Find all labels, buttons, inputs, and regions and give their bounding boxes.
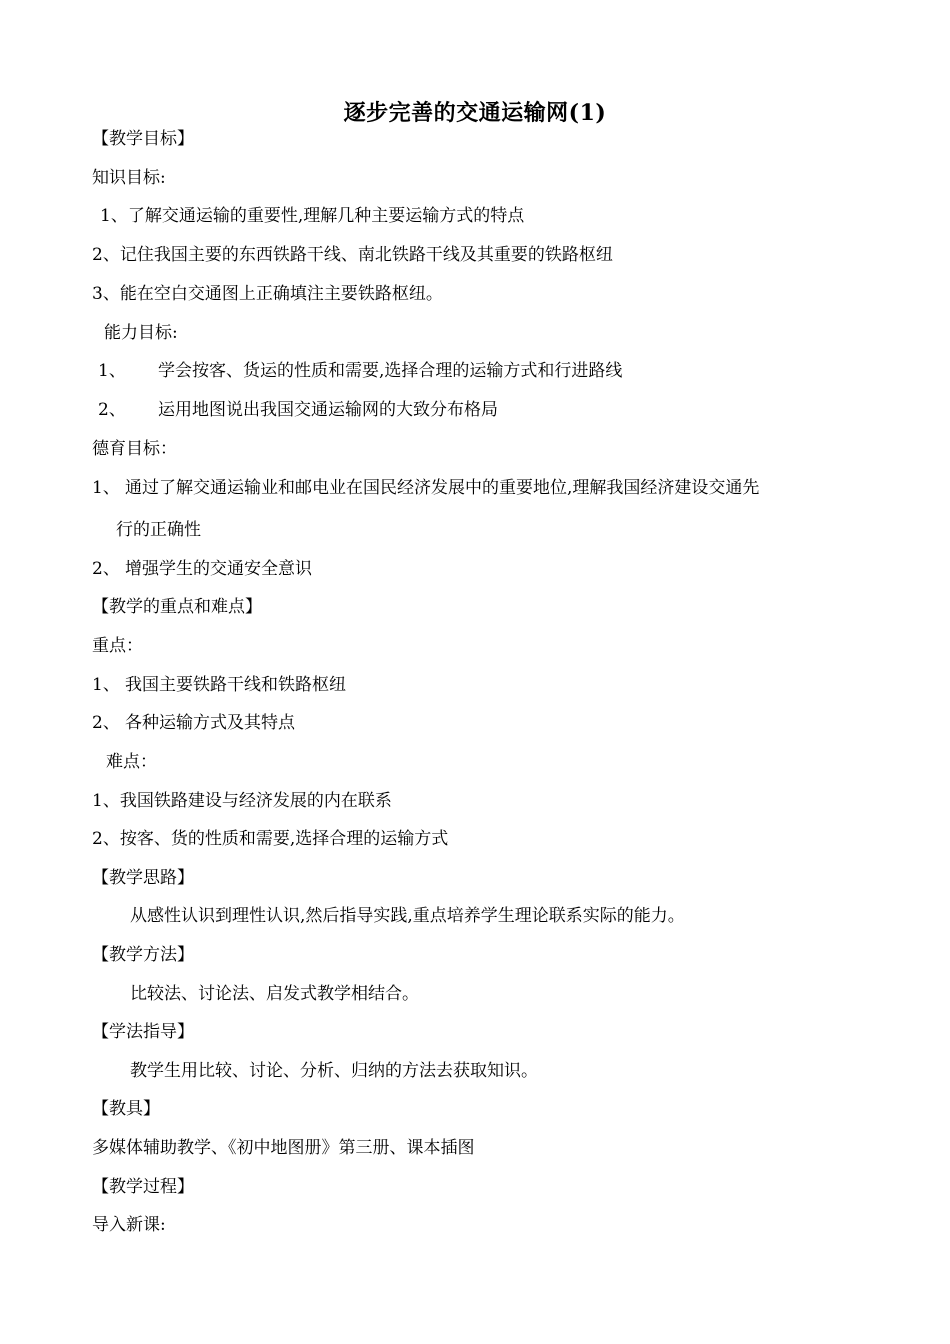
key-item-1-text: 我国主要铁路干线和铁路枢纽 [125,675,346,695]
tools-header: 【教具】 [92,1099,160,1119]
thinking-text: 从感性认识到理性认识,然后指导实践,重点培养学生理论联系实际的能力。 [130,906,685,926]
intro-label: 导入新课: [92,1215,166,1235]
process-header: 【教学过程】 [92,1177,194,1197]
moral-item-2-num: 2、 [92,559,120,579]
ability-item-1-text: 学会按客、货运的性质和需要,选择合理的运输方式和行进路线 [158,361,623,381]
thinking-header: 【教学思路】 [92,868,194,888]
key-difficult-header: 【教学的重点和难点】 [92,597,262,617]
ability-label: 能力目标: [104,323,178,343]
key-item-2-text: 各种运输方式及其特点 [125,713,295,733]
objectives-header: 【教学目标】 [92,129,194,149]
moral-label: 德育目标： [92,439,177,459]
moral-item-1-continuation: 行的正确性 [116,520,201,540]
difficult-label: 难点： [106,752,157,772]
knowledge-label: 知识目标: [92,168,166,188]
ability-item-2-text: 运用地图说出我国交通运输网的大致分布格局 [158,400,498,420]
ability-item-2-num: 2、 [98,400,126,420]
difficult-item-2: 2、按客、货的性质和需要,选择合理的运输方式 [92,829,449,849]
moral-item-1-text: 通过了解交通运输业和邮电业在国民经济发展中的重要地位,理解我国经济建设交通先 [125,478,760,498]
study-text: 教学生用比较、讨论、分析、归纳的方法去获取知识。 [130,1061,538,1081]
ability-item-1-num: 1、 [98,361,126,381]
document-title: 逐步完善的交通运输网(1) [343,100,607,126]
knowledge-item-1: 1、了解交通运输的重要性,理解几种主要运输方式的特点 [100,206,525,226]
tools-text: 多媒体辅助教学、《初中地图册》第三册、课本插图 [92,1138,475,1158]
method-header: 【教学方法】 [92,945,194,965]
key-label: 重点： [92,636,143,656]
key-item-1-num: 1、 [92,675,120,695]
method-text: 比较法、讨论法、启发式教学相结合。 [130,984,419,1004]
study-header: 【学法指导】 [92,1022,194,1042]
key-item-2-num: 2、 [92,713,120,733]
moral-item-1-num: 1、 [92,478,120,498]
moral-item-2-text: 增强学生的交通安全意识 [125,559,312,579]
knowledge-item-2: 2、记住我国主要的东西铁路干线、南北铁路干线及其重要的铁路枢纽 [92,245,613,265]
difficult-item-1: 1、我国铁路建设与经济发展的内在联系 [92,791,392,811]
knowledge-item-3: 3、能在空白交通图上正确填注主要铁路枢纽。 [92,284,443,304]
